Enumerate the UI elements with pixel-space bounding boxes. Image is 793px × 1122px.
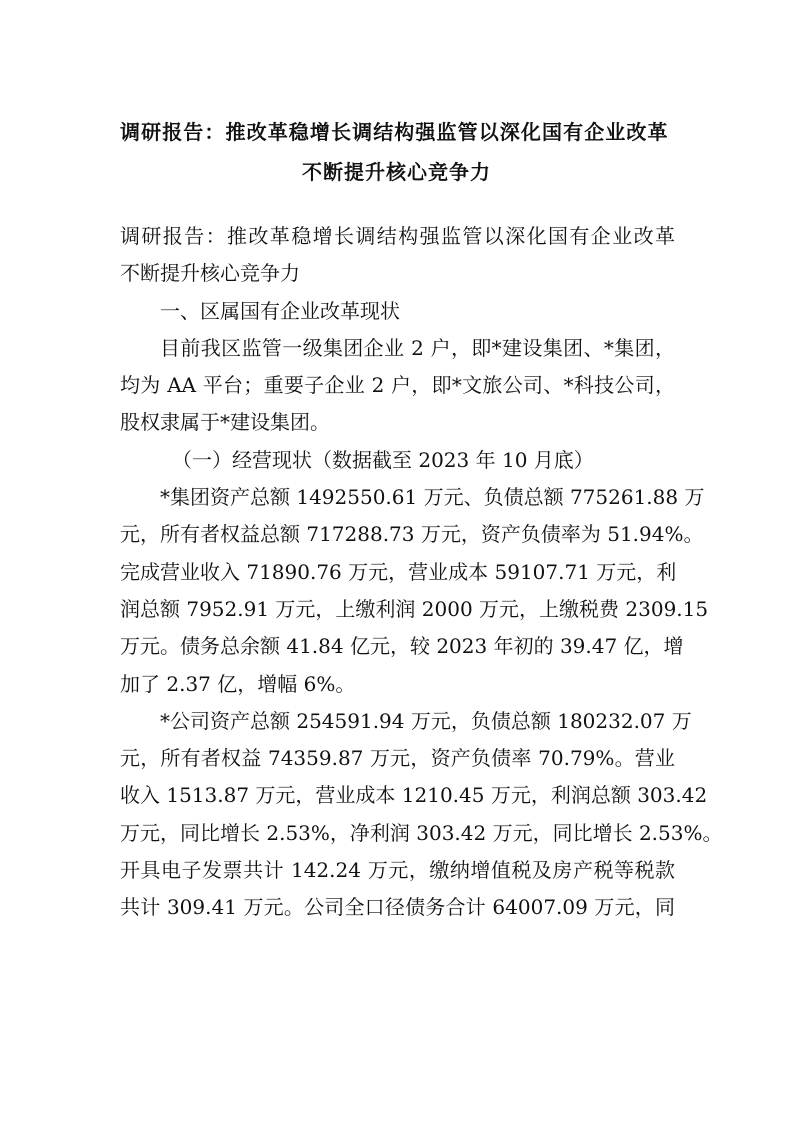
document-body (120, 218, 723, 927)
body-line: 润总额 7952.91 万元，上缴利润 2000 万元，上缴税费 2309.15 (120, 596, 709, 621)
body-line: 完成营业收入 71890.76 万元，营业成本 59107.71 万元，利 (120, 559, 677, 584)
body-line: 收入 1513.87 万元，营业成本 1210.45 万元，利润总额 303.42 (120, 783, 708, 808)
body-line: 目前我区监管一级集团企业 2 户，即*建设集团、*集团， (160, 335, 675, 360)
document-title-line-1: 调研报告：推改革稳增长调结构强监管以深化国有企业改革 (120, 120, 669, 144)
body-line: 加了 2.37 亿，增幅 6%。 (120, 671, 356, 696)
section-heading: 一、区属国有企业改革现状 (160, 298, 400, 323)
body-line: 元，所有者权益 74359.87 万元，资产负债率 70.79%。营业 (120, 746, 675, 771)
body-line: 开具电子发票共计 142.24 万元，缴纳增值税及房产税等税款 (120, 858, 675, 883)
body-line: 万元，同比增长 2.53%，净利润 303.42 万元，同比增长 2.53%。 (120, 820, 723, 845)
body-line: *公司资产总额 254591.94 万元，负债总额 180232.07 万 (160, 708, 692, 733)
body-line: *集团资产总额 1492550.61 万元、负债总额 775261.88 万 (160, 485, 705, 510)
body-line: 共计 309.41 万元。公司全口径债务合计 64007.09 万元，同 (120, 895, 675, 920)
body-line: 调研报告：推改革稳增长调结构强监管以深化国有企业改革 (120, 224, 675, 248)
body-line: 不断提升核心竞争力 (120, 261, 300, 286)
subsection-heading: （一）经营现状（数据截至 2023 年 10 月底） (172, 447, 594, 472)
body-line: 均为 AA 平台；重要子企业 2 户，即*文旅公司、*科技公司， (120, 373, 675, 398)
body-line: 万元。债务总余额 41.84 亿元，较 2023 年初的 39.47 亿，增 (120, 634, 684, 659)
body-line: 元，所有者权益总额 717288.73 万元，资产负债率为 51.94%。 (120, 522, 704, 547)
document-title-line-2: 不断提升核心竞争力 (302, 160, 491, 184)
body-line: 股权隶属于*建设集团。 (120, 410, 330, 435)
